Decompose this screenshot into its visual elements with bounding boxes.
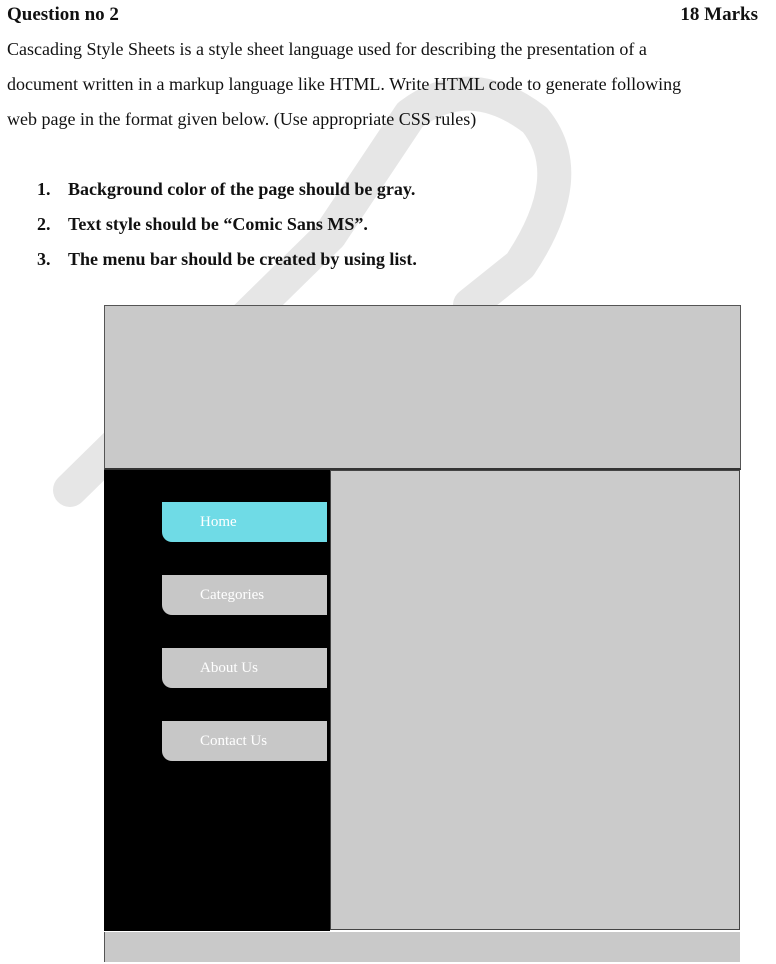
requirement-number: 3. xyxy=(37,249,51,269)
menu-item-home[interactable]: Home xyxy=(162,502,327,542)
requirement-text: Background color of the page should be gray. xyxy=(68,179,416,199)
question-header xyxy=(7,3,758,27)
requirement-item xyxy=(37,244,417,279)
question-title: Question no 2 xyxy=(7,4,119,25)
mockup-footer xyxy=(104,932,740,962)
question-marks: 18 Marks xyxy=(680,4,758,25)
description-line: document written in a markup language like HTML. Write HTML code to generate following xyxy=(7,74,682,94)
description-line: Cascading Style Sheets is a style sheet language used for describing the presentation of a xyxy=(7,39,647,59)
requirement-item xyxy=(37,174,417,209)
webpage-mockup xyxy=(104,305,741,964)
mockup-sidebar xyxy=(104,470,330,931)
mockup-content-area xyxy=(330,470,740,930)
menu-item-contact-us[interactable]: Contact Us xyxy=(162,721,327,761)
mockup-menu xyxy=(162,502,327,794)
description-line: web page in the format given below. (Use appropriate CSS rules) xyxy=(7,109,477,129)
requirement-text: Text style should be “Comic Sans MS”. xyxy=(68,214,368,234)
mockup-header xyxy=(104,305,741,470)
requirements-list xyxy=(37,174,417,279)
requirement-item xyxy=(37,209,417,244)
menu-item-about-us[interactable]: About Us xyxy=(162,648,327,688)
requirement-text: The menu bar should be created by using list. xyxy=(68,249,417,269)
question-description xyxy=(7,32,769,137)
requirement-number: 1. xyxy=(37,179,51,199)
menu-item-categories[interactable]: Categories xyxy=(162,575,327,615)
requirement-number: 2. xyxy=(37,214,51,234)
